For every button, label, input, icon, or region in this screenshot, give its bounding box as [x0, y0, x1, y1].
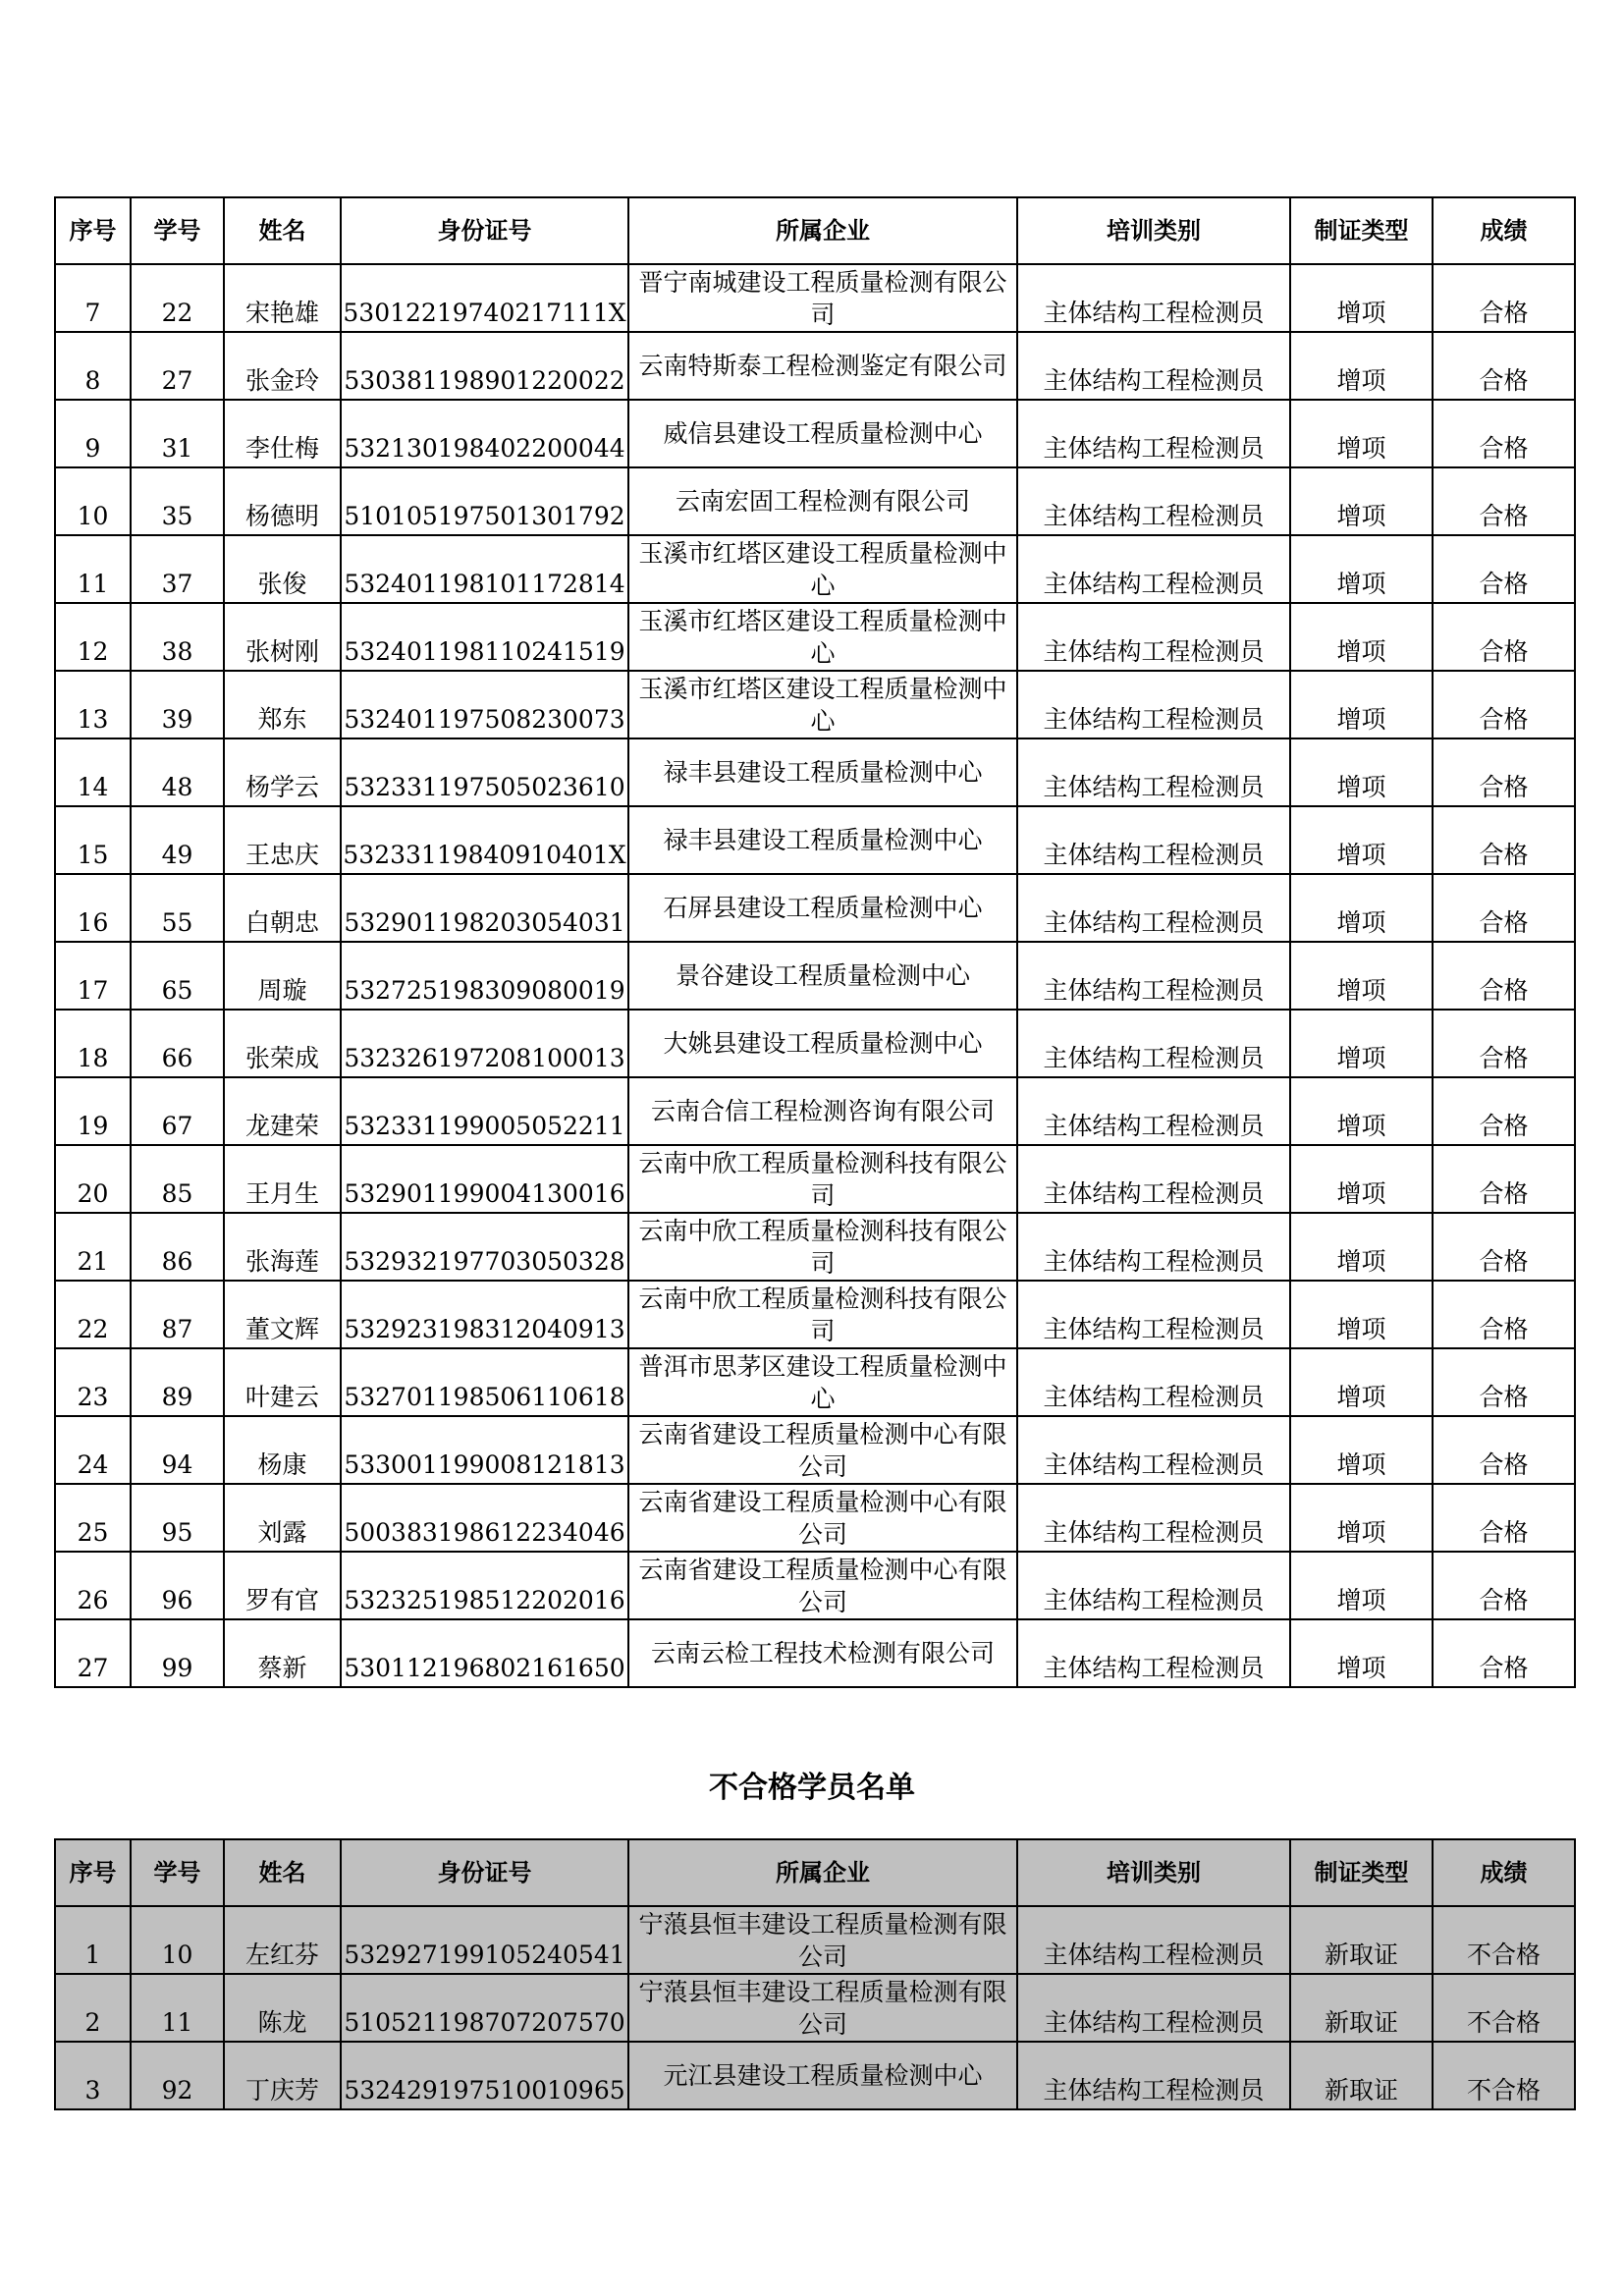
result-cell: 合格 [1433, 535, 1575, 603]
id-number-cell: 532331199005052211 [341, 1077, 628, 1145]
cert-type-cell: 增项 [1290, 1281, 1433, 1348]
training-type-cell: 主体结构工程检测员 [1017, 1552, 1290, 1619]
training-type-cell: 主体结构工程检测员 [1017, 467, 1290, 535]
cert-type-cell: 增项 [1290, 332, 1433, 400]
seq-cell: 1 [55, 1906, 131, 1974]
table-row [55, 1077, 1575, 1145]
cert-type-cell: 增项 [1290, 400, 1433, 467]
student-id-cell: 87 [131, 1281, 224, 1348]
cert-type-cell: 增项 [1290, 1010, 1433, 1077]
name-cell: 郑东 [224, 671, 341, 738]
result-cell: 合格 [1433, 1281, 1575, 1348]
table-row [55, 874, 1575, 942]
id-number-cell: 532401198110241519 [341, 603, 628, 671]
training-type-cell: 主体结构工程检测员 [1017, 1974, 1290, 2042]
seq-cell: 13 [55, 671, 131, 738]
result-cell: 合格 [1433, 1145, 1575, 1213]
student-id-cell: 86 [131, 1213, 224, 1281]
table-row [55, 2042, 1575, 2109]
name-cell: 杨德明 [224, 467, 341, 535]
seq-cell: 18 [55, 1010, 131, 1077]
failed-list-title: 不合格学员名单 [709, 1771, 915, 1805]
result-cell: 合格 [1433, 1552, 1575, 1619]
training-type-cell: 主体结构工程检测员 [1017, 1077, 1290, 1145]
cert-type-cell: 新取证 [1290, 1906, 1433, 1974]
cert-type-cell: 增项 [1290, 942, 1433, 1010]
name-cell: 张俊 [224, 535, 341, 603]
name-cell: 张海莲 [224, 1213, 341, 1281]
seq-cell: 19 [55, 1077, 131, 1145]
seq-cell: 10 [55, 467, 131, 535]
seq-cell: 9 [55, 400, 131, 467]
id-number-cell: 532326197208100013 [341, 1010, 628, 1077]
table-row [55, 1145, 1575, 1213]
table-row [55, 535, 1575, 603]
table-row [55, 738, 1575, 806]
cert-type-cell: 新取证 [1290, 1974, 1433, 2042]
name-cell: 白朝忠 [224, 874, 341, 942]
cert-type-cell: 增项 [1290, 467, 1433, 535]
cert-type-cell: 增项 [1290, 1484, 1433, 1552]
training-type-cell: 主体结构工程检测员 [1017, 1213, 1290, 1281]
column-header-student-id: 学号 [131, 197, 224, 264]
column-header-result: 成绩 [1433, 197, 1575, 264]
column-header-name: 姓名 [224, 197, 341, 264]
failed-students-table [54, 1838, 1576, 2110]
student-id-cell: 96 [131, 1552, 224, 1619]
result-cell: 合格 [1433, 467, 1575, 535]
name-cell: 刘露 [224, 1484, 341, 1552]
failed-table-body [55, 1906, 1575, 2109]
result-cell: 不合格 [1433, 1974, 1575, 2042]
table-row [55, 1010, 1575, 1077]
seq-cell: 26 [55, 1552, 131, 1619]
company-cell: 元江县建设工程质量检测中心 [628, 2042, 1017, 2109]
company-cell: 云南省建设工程质量检测中心有限公司 [628, 1484, 1017, 1552]
table-header-row [55, 1839, 1575, 1906]
company-cell: 云南省建设工程质量检测中心有限公司 [628, 1552, 1017, 1619]
student-id-cell: 92 [131, 2042, 224, 2109]
cert-type-cell: 增项 [1290, 264, 1433, 332]
student-id-cell: 38 [131, 603, 224, 671]
training-type-cell: 主体结构工程检测员 [1017, 1906, 1290, 1974]
training-type-cell: 主体结构工程检测员 [1017, 942, 1290, 1010]
training-type-cell: 主体结构工程检测员 [1017, 332, 1290, 400]
company-cell: 晋宁南城建设工程质量检测有限公司 [628, 264, 1017, 332]
student-id-cell: 48 [131, 738, 224, 806]
student-id-cell: 89 [131, 1348, 224, 1416]
table-row [55, 1619, 1575, 1687]
result-cell: 合格 [1433, 1484, 1575, 1552]
company-cell: 云南中欣工程质量检测科技有限公司 [628, 1145, 1017, 1213]
name-cell: 蔡新 [224, 1619, 341, 1687]
column-header-cert-type: 制证类型 [1290, 197, 1433, 264]
seq-cell: 7 [55, 264, 131, 332]
training-type-cell: 主体结构工程检测员 [1017, 2042, 1290, 2109]
result-cell: 合格 [1433, 332, 1575, 400]
result-cell: 合格 [1433, 1348, 1575, 1416]
training-type-cell: 主体结构工程检测员 [1017, 1619, 1290, 1687]
student-id-cell: 37 [131, 535, 224, 603]
table-row [55, 942, 1575, 1010]
result-cell: 不合格 [1433, 2042, 1575, 2109]
name-cell: 王月生 [224, 1145, 341, 1213]
id-number-cell: 532401197508230073 [341, 671, 628, 738]
result-cell: 合格 [1433, 1416, 1575, 1484]
column-header-id-number: 身份证号 [341, 1839, 628, 1906]
cert-type-cell: 增项 [1290, 738, 1433, 806]
name-cell: 罗有官 [224, 1552, 341, 1619]
id-number-cell: 530112196802161650 [341, 1619, 628, 1687]
name-cell: 龙建荣 [224, 1077, 341, 1145]
column-header-company: 所属企业 [628, 1839, 1017, 1906]
id-number-cell: 532932197703050328 [341, 1213, 628, 1281]
seq-cell: 3 [55, 2042, 131, 2109]
name-cell: 董文辉 [224, 1281, 341, 1348]
training-type-cell: 主体结构工程检测员 [1017, 874, 1290, 942]
cert-type-cell: 增项 [1290, 1213, 1433, 1281]
training-type-cell: 主体结构工程检测员 [1017, 1484, 1290, 1552]
student-id-cell: 94 [131, 1416, 224, 1484]
name-cell: 丁庆芳 [224, 2042, 341, 2109]
column-header-training-type: 培训类别 [1017, 1839, 1290, 1906]
company-cell: 玉溪市红塔区建设工程质量检测中心 [628, 535, 1017, 603]
table-row [55, 332, 1575, 400]
cert-type-cell: 增项 [1290, 535, 1433, 603]
training-type-cell: 主体结构工程检测员 [1017, 535, 1290, 603]
result-cell: 合格 [1433, 738, 1575, 806]
name-cell: 张荣成 [224, 1010, 341, 1077]
id-number-cell: 532927199105240541 [341, 1906, 628, 1974]
company-cell: 云南云检工程技术检测有限公司 [628, 1619, 1017, 1687]
company-cell: 大姚县建设工程质量检测中心 [628, 1010, 1017, 1077]
training-type-cell: 主体结构工程检测员 [1017, 1281, 1290, 1348]
result-cell: 合格 [1433, 1010, 1575, 1077]
seq-cell: 24 [55, 1416, 131, 1484]
table-row [55, 1281, 1575, 1348]
id-number-cell: 532331197505023610 [341, 738, 628, 806]
company-cell: 宁蒗县恒丰建设工程质量检测有限公司 [628, 1974, 1017, 2042]
id-number-cell: 532325198512202016 [341, 1552, 628, 1619]
id-number-cell: 500383198612234046 [341, 1484, 628, 1552]
result-cell: 合格 [1433, 1619, 1575, 1687]
company-cell: 云南特斯泰工程检测鉴定有限公司 [628, 332, 1017, 400]
id-number-cell: 532725198309080019 [341, 942, 628, 1010]
column-header-result: 成绩 [1433, 1839, 1575, 1906]
company-cell: 石屏县建设工程质量检测中心 [628, 874, 1017, 942]
company-cell: 云南中欣工程质量检测科技有限公司 [628, 1213, 1017, 1281]
id-number-cell: 510105197501301792 [341, 467, 628, 535]
student-id-cell: 27 [131, 332, 224, 400]
id-number-cell: 530381198901220022 [341, 332, 628, 400]
table-row [55, 467, 1575, 535]
student-id-cell: 55 [131, 874, 224, 942]
column-header-training-type: 培训类别 [1017, 197, 1290, 264]
student-id-cell: 10 [131, 1906, 224, 1974]
table-row [55, 1213, 1575, 1281]
seq-cell: 15 [55, 806, 131, 874]
student-id-cell: 66 [131, 1010, 224, 1077]
training-type-cell: 主体结构工程检测员 [1017, 671, 1290, 738]
company-cell: 景谷建设工程质量检测中心 [628, 942, 1017, 1010]
column-header-id-number: 身份证号 [341, 197, 628, 264]
seq-cell: 8 [55, 332, 131, 400]
student-id-cell: 39 [131, 671, 224, 738]
cert-type-cell: 增项 [1290, 1619, 1433, 1687]
id-number-cell: 532701198506110618 [341, 1348, 628, 1416]
column-header-company: 所属企业 [628, 197, 1017, 264]
student-id-cell: 85 [131, 1145, 224, 1213]
column-header-seq: 序号 [55, 197, 131, 264]
student-id-cell: 95 [131, 1484, 224, 1552]
company-cell: 禄丰县建设工程质量检测中心 [628, 738, 1017, 806]
company-cell: 宁蒗县恒丰建设工程质量检测有限公司 [628, 1906, 1017, 1974]
company-cell: 云南合信工程检测咨询有限公司 [628, 1077, 1017, 1145]
training-type-cell: 主体结构工程检测员 [1017, 1010, 1290, 1077]
student-id-cell: 67 [131, 1077, 224, 1145]
id-number-cell: 532429197510010965 [341, 2042, 628, 2109]
cert-type-cell: 增项 [1290, 874, 1433, 942]
student-id-cell: 11 [131, 1974, 224, 2042]
training-type-cell: 主体结构工程检测员 [1017, 1348, 1290, 1416]
table-row [55, 264, 1575, 332]
id-number-cell: 532901198203054031 [341, 874, 628, 942]
student-id-cell: 22 [131, 264, 224, 332]
name-cell: 张树刚 [224, 603, 341, 671]
training-type-cell: 主体结构工程检测员 [1017, 1145, 1290, 1213]
cert-type-cell: 增项 [1290, 1077, 1433, 1145]
table-row [55, 400, 1575, 467]
company-cell: 玉溪市红塔区建设工程质量检测中心 [628, 671, 1017, 738]
seq-cell: 27 [55, 1619, 131, 1687]
student-id-cell: 65 [131, 942, 224, 1010]
result-cell: 合格 [1433, 942, 1575, 1010]
name-cell: 左红芬 [224, 1906, 341, 1974]
company-cell: 云南省建设工程质量检测中心有限公司 [628, 1416, 1017, 1484]
result-cell: 合格 [1433, 1077, 1575, 1145]
seq-cell: 22 [55, 1281, 131, 1348]
company-cell: 威信县建设工程质量检测中心 [628, 400, 1017, 467]
cert-type-cell: 增项 [1290, 1348, 1433, 1416]
result-cell: 合格 [1433, 806, 1575, 874]
id-number-cell: 53012219740217111X [341, 264, 628, 332]
id-number-cell: 533001199008121813 [341, 1416, 628, 1484]
seq-cell: 14 [55, 738, 131, 806]
student-id-cell: 35 [131, 467, 224, 535]
company-cell: 禄丰县建设工程质量检测中心 [628, 806, 1017, 874]
name-cell: 叶建云 [224, 1348, 341, 1416]
table-row [55, 1974, 1575, 2042]
training-type-cell: 主体结构工程检测员 [1017, 738, 1290, 806]
id-number-cell: 532923198312040913 [341, 1281, 628, 1348]
table-row [55, 1484, 1575, 1552]
seq-cell: 23 [55, 1348, 131, 1416]
training-type-cell: 主体结构工程检测员 [1017, 806, 1290, 874]
company-cell: 云南宏固工程检测有限公司 [628, 467, 1017, 535]
result-cell: 合格 [1433, 400, 1575, 467]
cert-type-cell: 新取证 [1290, 2042, 1433, 2109]
company-cell: 云南中欣工程质量检测科技有限公司 [628, 1281, 1017, 1348]
cert-type-cell: 增项 [1290, 1416, 1433, 1484]
name-cell: 杨学云 [224, 738, 341, 806]
training-type-cell: 主体结构工程检测员 [1017, 264, 1290, 332]
table-row [55, 1348, 1575, 1416]
company-cell: 普洱市思茅区建设工程质量检测中心 [628, 1348, 1017, 1416]
training-type-cell: 主体结构工程检测员 [1017, 400, 1290, 467]
seq-cell: 16 [55, 874, 131, 942]
id-number-cell: 53233119840910401X [341, 806, 628, 874]
result-cell: 合格 [1433, 1213, 1575, 1281]
id-number-cell: 532401198101172814 [341, 535, 628, 603]
result-cell: 合格 [1433, 671, 1575, 738]
seq-cell: 17 [55, 942, 131, 1010]
seq-cell: 20 [55, 1145, 131, 1213]
column-header-name: 姓名 [224, 1839, 341, 1906]
name-cell: 王忠庆 [224, 806, 341, 874]
passed-students-table [54, 196, 1576, 1688]
name-cell: 周璇 [224, 942, 341, 1010]
id-number-cell: 510521198707207570 [341, 1974, 628, 2042]
student-id-cell: 99 [131, 1619, 224, 1687]
cert-type-cell: 增项 [1290, 1552, 1433, 1619]
name-cell: 李仕梅 [224, 400, 341, 467]
result-cell: 合格 [1433, 264, 1575, 332]
cert-type-cell: 增项 [1290, 603, 1433, 671]
student-id-cell: 49 [131, 806, 224, 874]
training-type-cell: 主体结构工程检测员 [1017, 603, 1290, 671]
seq-cell: 11 [55, 535, 131, 603]
id-number-cell: 532130198402200044 [341, 400, 628, 467]
seq-cell: 2 [55, 1974, 131, 2042]
company-cell: 玉溪市红塔区建设工程质量检测中心 [628, 603, 1017, 671]
name-cell: 陈龙 [224, 1974, 341, 2042]
table-row [55, 1416, 1575, 1484]
seq-cell: 25 [55, 1484, 131, 1552]
name-cell: 宋艳雄 [224, 264, 341, 332]
column-header-cert-type: 制证类型 [1290, 1839, 1433, 1906]
result-cell: 合格 [1433, 874, 1575, 942]
table-row [55, 1552, 1575, 1619]
cert-type-cell: 增项 [1290, 671, 1433, 738]
table-row [55, 603, 1575, 671]
name-cell: 杨康 [224, 1416, 341, 1484]
id-number-cell: 532901199004130016 [341, 1145, 628, 1213]
seq-cell: 21 [55, 1213, 131, 1281]
table-row [55, 1906, 1575, 1974]
name-cell: 张金玲 [224, 332, 341, 400]
table-row [55, 671, 1575, 738]
result-cell: 不合格 [1433, 1906, 1575, 1974]
table-row [55, 806, 1575, 874]
cert-type-cell: 增项 [1290, 1145, 1433, 1213]
table-header-row [55, 197, 1575, 264]
passed-table-body [55, 264, 1575, 1687]
column-header-student-id: 学号 [131, 1839, 224, 1906]
result-cell: 合格 [1433, 603, 1575, 671]
student-id-cell: 31 [131, 400, 224, 467]
seq-cell: 12 [55, 603, 131, 671]
cert-type-cell: 增项 [1290, 806, 1433, 874]
column-header-seq: 序号 [55, 1839, 131, 1906]
training-type-cell: 主体结构工程检测员 [1017, 1416, 1290, 1484]
